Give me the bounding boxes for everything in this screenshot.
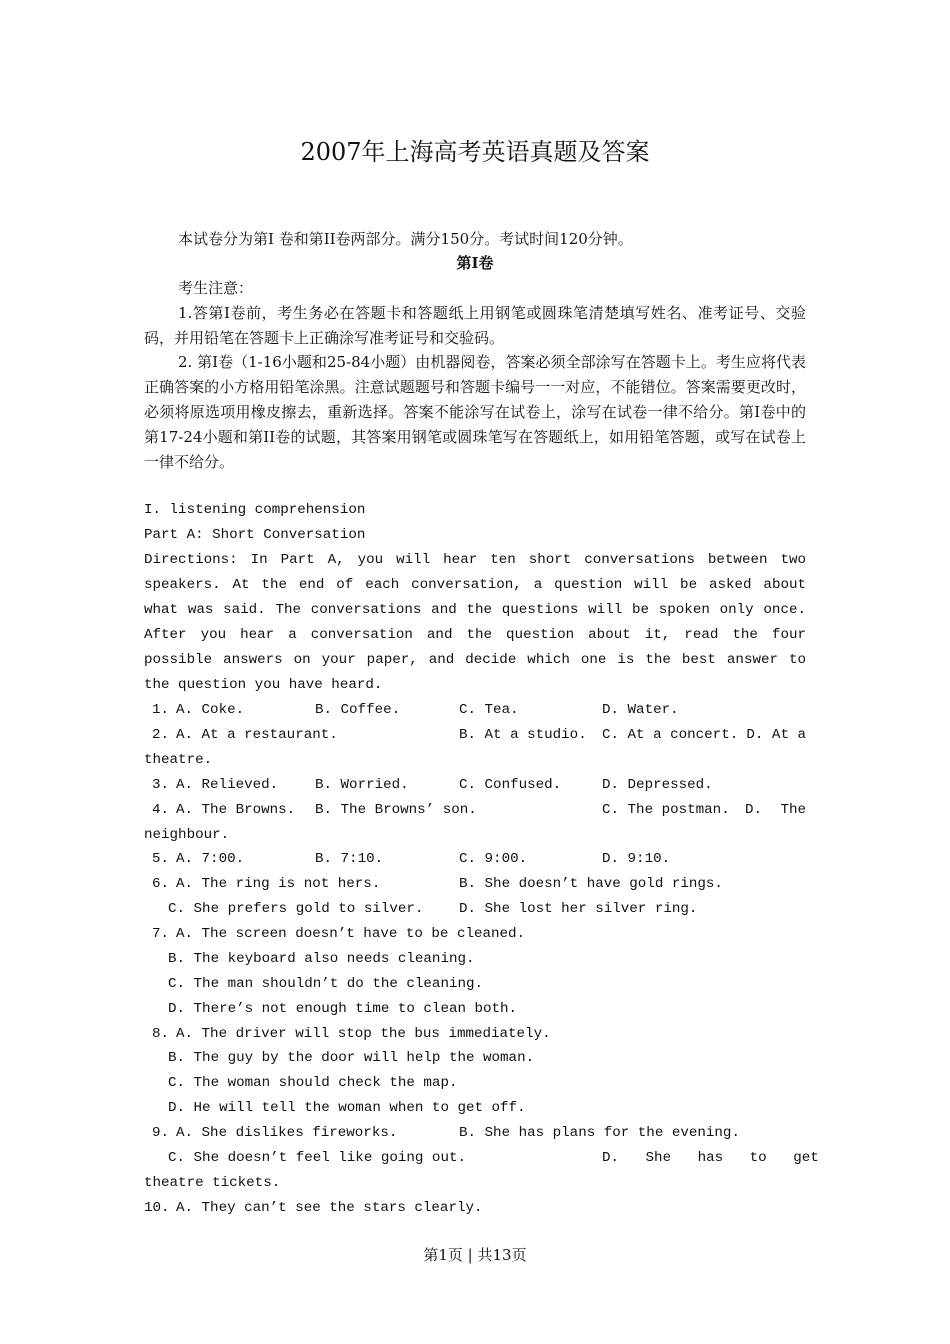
option-d-text: The	[780, 802, 806, 818]
option-d: D. She lost her silver ring.	[459, 901, 698, 917]
question-4	[144, 798, 806, 823]
option-b: B. 7:10.	[315, 851, 384, 867]
question-10	[144, 1196, 806, 1221]
option-a: A. The screen doesn’t have to be cleaned.	[176, 926, 526, 942]
option-d: D. She has to get	[602, 1150, 819, 1166]
option-a: A. The driver will stop the bus immediately.	[176, 1026, 551, 1042]
question-number: 2.	[152, 727, 170, 743]
option-c: C. She doesn’t feel like going out.	[168, 1150, 466, 1166]
option-d: D. He will tell the woman when to get off.	[168, 1100, 526, 1116]
question-7	[144, 922, 806, 947]
option-a: A. They can’t see the stars clearly.	[176, 1200, 483, 1216]
question-9	[144, 1121, 806, 1146]
option-b: B. Coffee.	[315, 702, 401, 718]
option-c: C. The woman should check the map.	[168, 1075, 458, 1091]
question-number: 5.	[152, 851, 170, 867]
notice-1: 1.答第Ⅰ卷前，考生务必在答题卡和答题纸上用钢笔或圆珠笔清楚填写姓名、准考证号、交验码，并用铅笔在答题卡上正确涂写准考证号和交验码。	[144, 304, 806, 347]
option-a: A. She dislikes fireworks.	[176, 1125, 398, 1141]
option-d: D. 9:10.	[602, 851, 671, 867]
question-1	[144, 698, 806, 723]
question-number: 9.	[152, 1125, 170, 1141]
question-number: 3.	[152, 777, 170, 793]
option-c: C. At a concert.	[602, 727, 739, 743]
option-a: A. At a restaurant.	[176, 727, 338, 743]
question-number: 7.	[152, 926, 170, 942]
notice-label: 考生注意：	[178, 279, 254, 297]
option-b: B. She doesn’t have gold rings.	[459, 876, 723, 892]
exam-intro: 本试卷分为第Ⅰ 卷和第II卷两部分。满分150分。考试时间120分钟。	[178, 230, 633, 248]
question-4-continued	[144, 823, 806, 848]
section-title: I. listening comprehension	[144, 502, 366, 518]
option-b: B. She has plans for the evening.	[459, 1125, 740, 1141]
question-number: 10.	[144, 1200, 170, 1216]
option-a: A. Relieved.	[176, 777, 279, 793]
question-8-c	[144, 1071, 806, 1096]
option-b: B. Worried.	[315, 777, 409, 793]
part-title: Part A: Short Conversation	[144, 527, 366, 543]
question-6-cd	[144, 897, 806, 922]
question-5	[144, 847, 806, 872]
question-7-b	[144, 947, 806, 972]
question-number: 6.	[152, 876, 170, 892]
option-d: D. There’s not enough time to clean both.	[168, 1001, 518, 1017]
option-b: B. At a studio.	[459, 727, 587, 743]
option-c: C. The postman.	[602, 802, 730, 818]
question-number: 1.	[152, 702, 170, 718]
question-2-continued	[144, 748, 806, 773]
option-b: B. The guy by the door will help the woman.	[168, 1050, 535, 1066]
option-d: D. Water.	[602, 702, 679, 718]
question-8	[144, 1022, 806, 1047]
option-d-continued: theatre tickets.	[144, 1175, 281, 1191]
question-7-d	[144, 997, 806, 1022]
question-6	[144, 872, 806, 897]
directions: Directions: In Part A, you will hear ten short conversations between two speakers. At the end of each conversation, a question will be asked about what was said. The conversations and the questions will be spoken only once. After you hear a conversation and the question about it, read the four possible answers on your paper, and decide which one is the best answer to the question you have heard.	[144, 552, 806, 693]
question-3	[144, 773, 806, 798]
question-8-d	[144, 1096, 806, 1121]
question-9-continued	[144, 1171, 806, 1196]
option-d: D. At a	[746, 727, 806, 743]
document-title: 2007年上海高考英语真题及答案	[300, 138, 650, 166]
option-a: A. The ring is not hers.	[176, 876, 381, 892]
option-c: C. Confused.	[459, 777, 562, 793]
option-d: D. Depressed.	[602, 777, 713, 793]
question-number: 8.	[152, 1026, 170, 1042]
question-7-c	[144, 972, 806, 997]
option-a: A. 7:00.	[176, 851, 245, 867]
question-number: 4.	[152, 802, 170, 818]
page-footer: 第1页 | 共13页	[423, 1246, 527, 1264]
question-8-b	[144, 1046, 806, 1071]
option-c: C. She prefers gold to silver.	[168, 901, 424, 917]
notice-2: 2. 第Ⅰ卷（1-16小题和25-84小题）由机器阅卷，答案必须全部涂写在答题卡上。考生应将代表正确答案的小方格用铅笔涂黑。注意试题题号和答题卡编号一一对应，不能错位。答案需要更改时，必须将原选项用橡皮擦去，重新选择。答案不能涂写在试卷上，涂写在试卷一律不给分。第Ⅰ卷中的第17-24小题和第II卷的试题，其答案用钢笔或圆珠笔写在答题纸上，如用铅笔答题，或写在试卷上一律不给分。	[144, 353, 806, 471]
option-c: C. The man shouldn’t do the cleaning.	[168, 976, 484, 992]
option-b: B. The Browns’ son.	[315, 802, 477, 818]
option-d: D.	[745, 802, 763, 818]
option-c: C. 9:00.	[459, 851, 528, 867]
option-d-continued: theatre.	[144, 752, 213, 768]
question-2	[144, 723, 806, 748]
option-d-continued: neighbour.	[144, 827, 230, 843]
option-c: C. Tea.	[459, 702, 519, 718]
option-a: A. The Browns.	[176, 802, 296, 818]
volume-heading: 第Ⅰ卷	[456, 254, 494, 272]
option-b: B. The keyboard also needs cleaning.	[168, 951, 475, 967]
option-a: A. Coke.	[176, 702, 245, 718]
question-9-cd	[144, 1146, 819, 1171]
